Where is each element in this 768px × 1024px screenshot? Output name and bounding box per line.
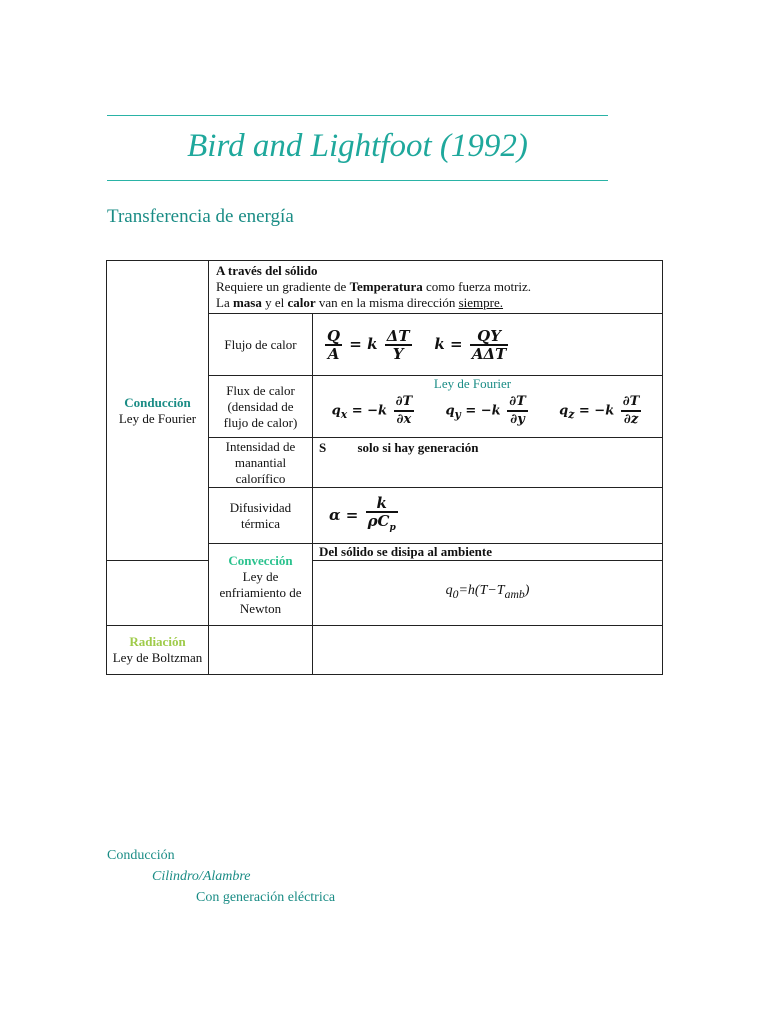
- conveccion-header: Del sólido se disipa al ambiente: [313, 544, 663, 561]
- radiacion-empty-cell-2: [313, 626, 663, 675]
- eq-qx: $q_x = -k$ $\frac{\partial T}{\partial x}$: [331, 394, 413, 427]
- header-line1: A través del sólido: [216, 263, 318, 278]
- conveccion-empty-cell: [107, 561, 209, 626]
- row-intensidad-label: Intensidad de manantial calorífico: [209, 438, 313, 488]
- conveccion-cell: [209, 544, 313, 626]
- row-flux-label: Flux de calor (densidad de flujo de calor): [209, 376, 313, 438]
- document-title: Bird and Lightfoot (1992): [187, 128, 528, 164]
- title-bottom-rule: [107, 180, 608, 181]
- conveccion-law: Ley de enfriamiento de Newton: [219, 568, 302, 616]
- conduccion-law: Ley de Fourier: [118, 410, 197, 426]
- eq-qy: $q_y = -k$ $\frac{\partial T}{\partial y}$: [445, 394, 526, 427]
- header-line2: Requiere un gradiente de Temperatura como fuerza motriz.: [216, 279, 532, 294]
- conduccion-cell: [107, 261, 209, 561]
- eq-alpha: α = $\frac{k}{\rho C_p}$: [313, 488, 663, 544]
- radiacion-label: Radiación: [129, 634, 186, 649]
- header-line3: La masa y el calor van en la misma dirección siempre.: [216, 295, 504, 310]
- footer-generacion: Con generación eléctrica: [196, 890, 336, 905]
- eq-fourier: [313, 376, 663, 438]
- conveccion-label: Convección: [228, 552, 293, 568]
- radiacion-empty-cell-1: [209, 626, 313, 675]
- generacion-text: solo si hay generación: [357, 440, 479, 455]
- eq-heat-flow: $\frac{Q}{A}$ = k $\frac{\Delta T}{Y}$ k = $\frac{QY}{\text{AΔT}}$: [313, 314, 663, 376]
- energy-transfer-table: [106, 260, 663, 675]
- conduccion-label: Conducción: [124, 394, 191, 410]
- footer-conduccion: Conducción: [107, 848, 175, 863]
- eq-qz: $q_z = -k$ $\frac{\partial T}{\partial z}$: [559, 394, 640, 427]
- radiacion-cell: [107, 626, 209, 675]
- fourier-label: Ley de Fourier: [433, 376, 512, 391]
- row-difusividad-label: Difusividad térmica: [209, 488, 313, 544]
- generacion-cell: [313, 438, 663, 488]
- section-heading: Transferencia de energía: [107, 206, 294, 227]
- radiacion-law: Ley de Boltzman: [112, 650, 203, 665]
- title-top-rule: [107, 115, 608, 116]
- source-symbol: S: [319, 440, 327, 455]
- conduccion-header: [209, 261, 663, 314]
- footer-cilindro: Cilindro/Alambre: [152, 869, 251, 884]
- eq-newton: $q_0=h(T-T_{amb})$: [313, 561, 663, 626]
- row-flujo-label: Flujo de calor: [209, 314, 313, 376]
